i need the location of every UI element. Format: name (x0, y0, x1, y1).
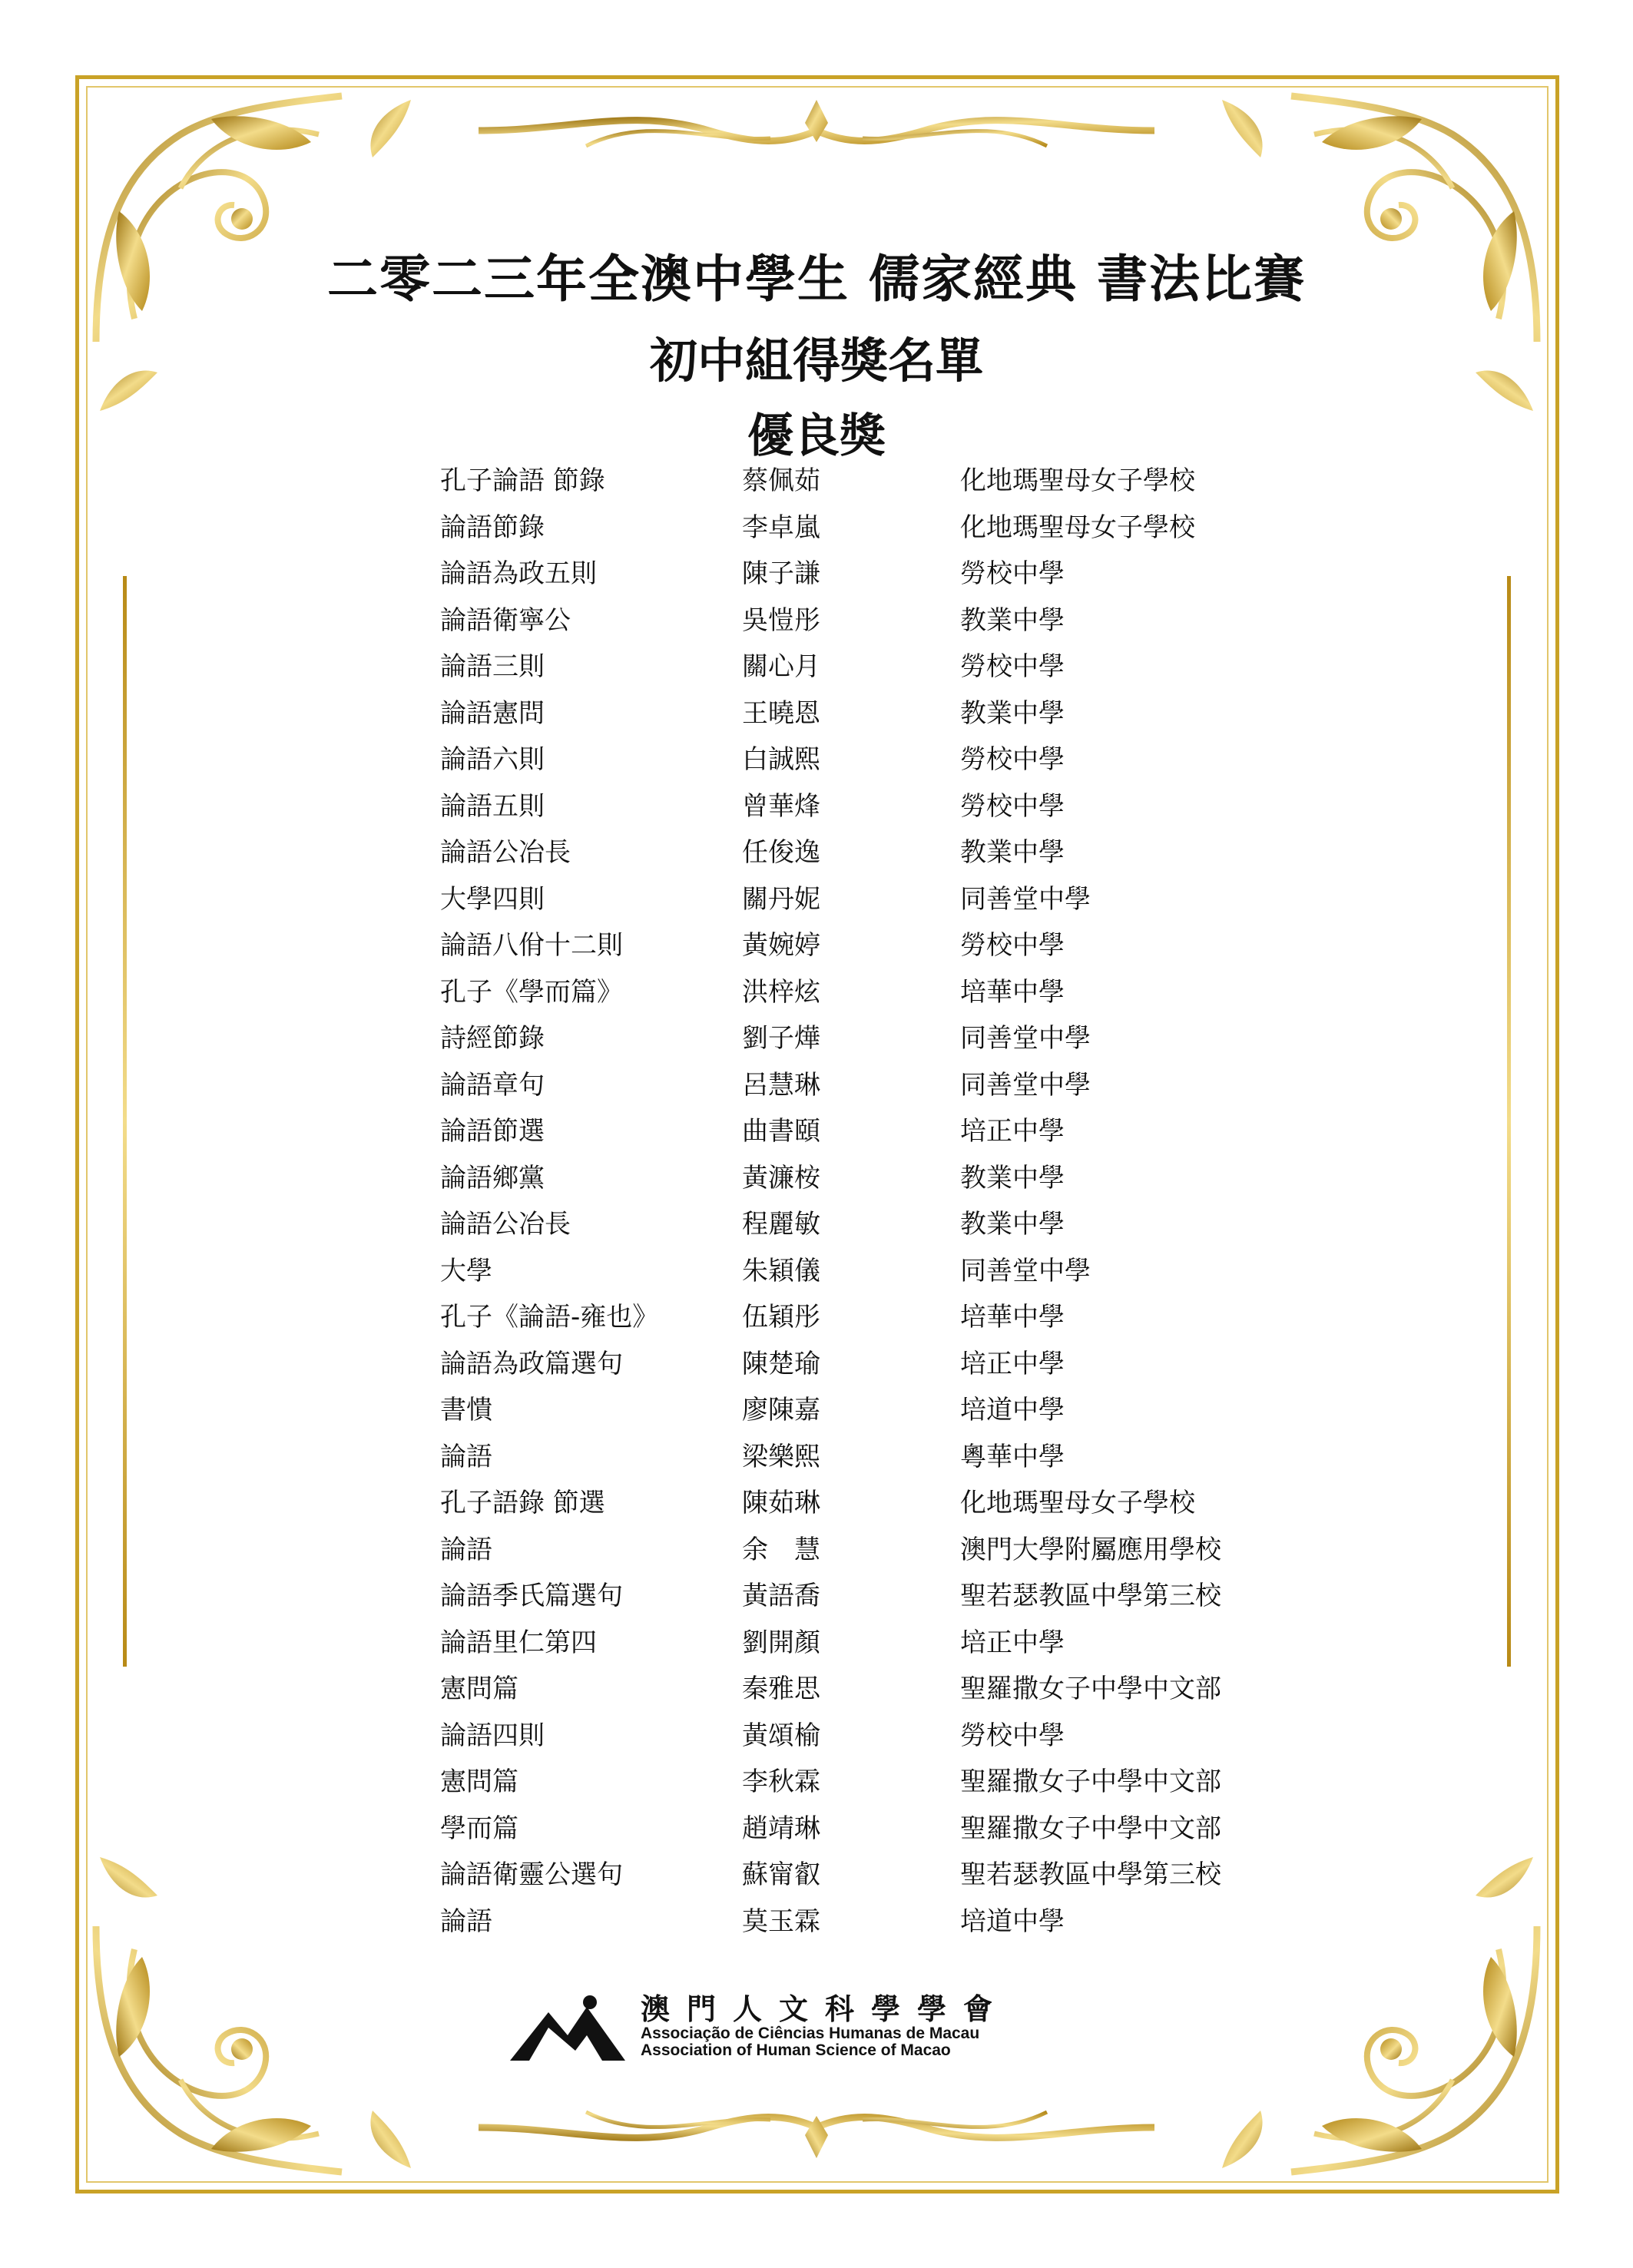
entry-work: 憲問篇 (440, 1674, 518, 1704)
entry-name: 洪梓炫 (742, 976, 820, 1008)
entry-school: 勞校中學 (960, 651, 1065, 682)
page-subtitle: 初中組得獎名單 (649, 333, 983, 389)
entry-name: 關丹妮 (742, 883, 820, 915)
award-title: 優良獎 (747, 409, 886, 463)
entry-work: 學而篇 (440, 1813, 518, 1844)
entry-name: 黃婉婷 (742, 930, 820, 961)
entry-school: 教業中學 (960, 604, 1065, 636)
entry-school: 化地瑪聖母女子學校 (960, 465, 1195, 496)
list-item (0, 690, 1633, 737)
list-item (0, 829, 1633, 876)
entry-work: 論語為政篇選句 (440, 1348, 623, 1379)
entry-name: 曲書頤 (742, 1116, 820, 1147)
list-item (0, 922, 1633, 969)
entry-work: 論語衛寧公 (440, 604, 571, 636)
entry-school: 勞校中學 (960, 790, 1065, 822)
entry-school: 聖羅撒女子中學中文部 (960, 1766, 1221, 1797)
entry-name: 劉開顏 (742, 1627, 820, 1658)
entry-school: 培正中學 (960, 1116, 1065, 1147)
entry-school: 教業中學 (960, 697, 1065, 729)
entry-name: 余 慧 (742, 1534, 820, 1565)
entry-name: 黃濂桉 (742, 1162, 820, 1194)
list-item (0, 1155, 1633, 1202)
list-item (0, 1527, 1633, 1574)
entry-name: 王曉恩 (742, 697, 820, 729)
list-item (0, 644, 1633, 690)
list-item (0, 1899, 1633, 1945)
page-title: 二零二三年全澳中學生 儒家經典 書法比賽 (327, 250, 1306, 309)
list-item (0, 1294, 1633, 1341)
entry-work: 論語 (440, 1905, 492, 1937)
entry-school: 聖若瑟教區中學第三校 (960, 1581, 1221, 1611)
entry-school: 勞校中學 (960, 930, 1065, 961)
list-item (0, 1573, 1633, 1620)
list-item (0, 1015, 1633, 1062)
entry-work: 論語 (440, 1534, 492, 1565)
list-item (0, 1062, 1633, 1109)
entry-work: 論語為政五則 (440, 558, 597, 589)
entry-school: 培道中學 (960, 1905, 1065, 1937)
entry-school: 培正中學 (960, 1348, 1065, 1379)
entry-name: 伍穎彤 (742, 1302, 820, 1333)
entry-work: 論語憲問 (440, 697, 545, 729)
list-item (0, 551, 1633, 598)
entry-school: 培華中學 (960, 976, 1065, 1008)
entry-name: 陳子謙 (742, 558, 820, 589)
bottom-center-ornament (479, 2081, 1154, 2158)
entry-school: 聖羅撒女子中學中文部 (960, 1674, 1221, 1704)
list-item (0, 458, 1633, 505)
list-item (0, 1434, 1633, 1481)
entry-name: 李秋霖 (742, 1766, 820, 1797)
entry-work: 論語里仁第四 (440, 1627, 597, 1658)
entry-name: 秦雅思 (742, 1674, 820, 1704)
entry-name: 趙靖琳 (742, 1813, 820, 1844)
entry-name: 呂慧琳 (742, 1069, 820, 1101)
entry-school: 勞校中學 (960, 744, 1065, 775)
list-item (0, 1620, 1633, 1667)
entry-work: 論語六則 (440, 744, 545, 775)
entry-work: 論語四則 (440, 1720, 545, 1751)
list-item (0, 783, 1633, 830)
entry-name: 曾華烽 (742, 790, 820, 822)
entry-name: 黃語喬 (742, 1581, 820, 1611)
entry-work: 論語 (440, 1441, 492, 1472)
entry-name: 關心月 (742, 651, 820, 682)
entry-school: 化地瑪聖母女子學校 (960, 1488, 1195, 1518)
entry-work: 書憒 (440, 1395, 492, 1425)
entry-school: 粵華中學 (960, 1441, 1065, 1472)
list-item (0, 1759, 1633, 1806)
entry-work: 孔子《學而篇》 (440, 976, 623, 1008)
entry-name: 陳茹琳 (742, 1488, 820, 1518)
entry-work: 論語節選 (440, 1116, 545, 1147)
entry-work: 論語節錄 (440, 512, 545, 543)
entry-work: 論語五則 (440, 790, 545, 822)
entry-work: 大學 (440, 1255, 492, 1286)
entry-school: 勞校中學 (960, 558, 1065, 589)
entry-work: 論語八佾十二則 (440, 930, 623, 961)
list-item (0, 737, 1633, 783)
entry-school: 聖若瑟教區中學第三校 (960, 1859, 1221, 1890)
mountain-logo-icon (510, 1993, 625, 2062)
entry-name: 莫玉霖 (742, 1905, 820, 1937)
entry-work: 論語章句 (440, 1069, 545, 1101)
entry-work: 孔子《論語-雍也》 (440, 1302, 659, 1333)
entry-name: 黃頌榆 (742, 1720, 820, 1751)
entry-school: 培正中學 (960, 1627, 1065, 1658)
entry-school: 同善堂中學 (960, 1069, 1091, 1101)
entry-work: 孔子語錄 節選 (440, 1488, 605, 1518)
entry-work: 孔子論語 節錄 (440, 465, 605, 496)
list-item (0, 505, 1633, 551)
entry-name: 梁樂熙 (742, 1441, 820, 1472)
entry-name: 吳愷彤 (742, 604, 820, 636)
entry-name: 程麗敏 (742, 1209, 820, 1240)
entry-work: 論語公冶長 (440, 837, 571, 868)
entry-name: 白誠熙 (742, 744, 820, 775)
list-item (0, 1248, 1633, 1295)
list-item (0, 969, 1633, 1016)
entry-work: 論語公冶長 (440, 1209, 571, 1240)
entry-school: 聖羅撒女子中學中文部 (960, 1813, 1221, 1844)
list-item (0, 1806, 1633, 1852)
association-name-portuguese: Associação de Ciências Humanas de Macau (641, 2025, 980, 2042)
entry-school: 培華中學 (960, 1302, 1065, 1333)
association-name-chinese: 澳門人文科學學會 (641, 1992, 1010, 2026)
entry-school: 化地瑪聖母女子學校 (960, 512, 1195, 543)
list-item (0, 598, 1633, 644)
entry-school: 澳門大學附屬應用學校 (960, 1534, 1221, 1565)
entry-name: 劉子燁 (742, 1023, 820, 1054)
list-item (0, 1201, 1633, 1248)
winner-list (0, 458, 1633, 1945)
list-item (0, 1341, 1633, 1388)
entry-school: 同善堂中學 (960, 1023, 1091, 1054)
list-item (0, 1108, 1633, 1155)
top-center-ornament (479, 100, 1154, 177)
entry-work: 論語三則 (440, 651, 545, 682)
association-name-english: Association of Human Science of Macao (641, 2041, 951, 2059)
entry-work: 詩經節錄 (440, 1023, 545, 1054)
entry-work: 大學四則 (440, 883, 545, 915)
list-item (0, 1480, 1633, 1527)
entry-name: 李卓嵐 (742, 512, 820, 543)
list-item (0, 1713, 1633, 1760)
entry-school: 同善堂中學 (960, 883, 1091, 915)
list-item (0, 1852, 1633, 1899)
entry-work: 論語衛靈公選句 (440, 1859, 623, 1890)
association-logo (510, 1985, 1109, 2062)
entry-work: 論語鄉黨 (440, 1162, 545, 1194)
entry-school: 教業中學 (960, 1162, 1065, 1194)
entry-name: 朱穎儀 (742, 1255, 820, 1286)
entry-name: 廖陳嘉 (742, 1395, 820, 1425)
entry-work: 論語季氏篇選句 (440, 1581, 623, 1611)
entry-school: 同善堂中學 (960, 1255, 1091, 1286)
entry-work: 憲問篇 (440, 1766, 518, 1797)
list-item (0, 876, 1633, 923)
entry-school: 教業中學 (960, 1209, 1065, 1240)
entry-school: 教業中學 (960, 837, 1065, 868)
entry-name: 蘇甯叡 (742, 1859, 820, 1890)
entry-name: 任俊逸 (742, 837, 820, 868)
entry-school: 培道中學 (960, 1395, 1065, 1425)
entry-name: 蔡佩茹 (742, 465, 820, 496)
entry-name: 陳楚瑜 (742, 1348, 820, 1379)
entry-school: 勞校中學 (960, 1720, 1065, 1751)
list-item (0, 1666, 1633, 1713)
list-item (0, 1387, 1633, 1434)
